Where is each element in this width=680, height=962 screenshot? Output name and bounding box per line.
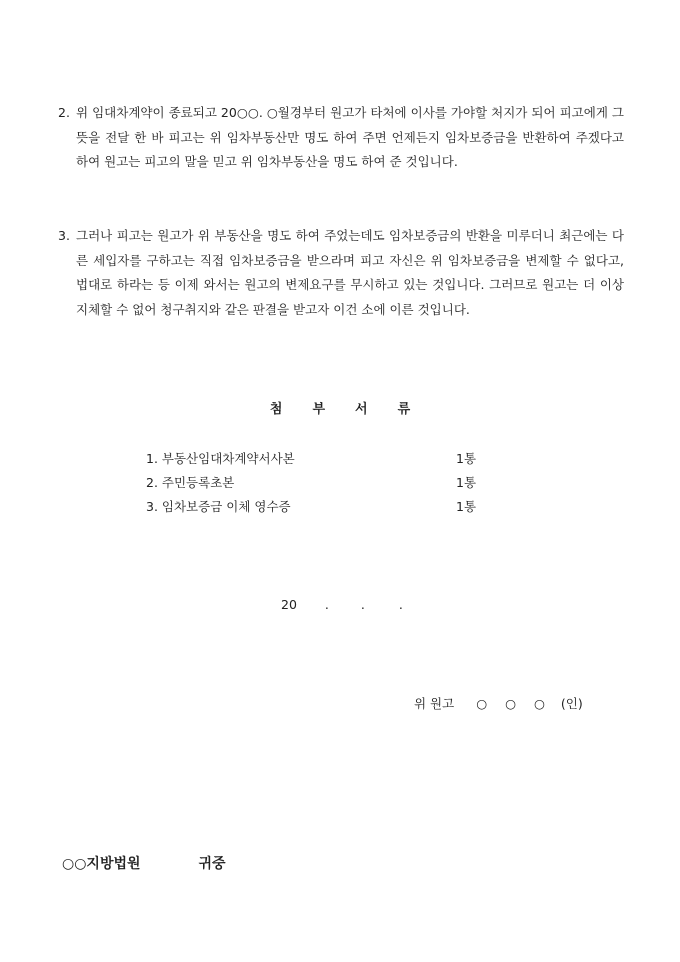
attachment-name: 1. 부동산임대차계약서사본 — [146, 451, 295, 466]
paragraph-3 — [58, 224, 624, 322]
signature-name-placeholder: ○ ○ ○ — [476, 696, 545, 711]
signature-label: 위 원고 — [414, 696, 455, 711]
paragraph-text: 위 임대차계약이 종료되고 20○○. ○월경부터 원고가 타처에 이사를 가야할 처지가 되어 피고에게 그 뜻을 전달 한 바 피고는 위 임차부동산만 명도 하여 주면 언제든지 임차보증금을 반환하여 주겠다고 하여 원고는 피고의 말을 믿고 위 임차부동산을 명도 하여 준 것입니다. — [76, 105, 624, 169]
attachment-count: 1통 — [456, 451, 477, 466]
date-year: 20 — [281, 597, 297, 612]
attachment-name: 2. 주민등록초본 — [146, 475, 235, 490]
paragraph-number: 2. — [58, 105, 70, 120]
heading-char: 첨 — [269, 402, 283, 417]
court-name: ○○지방법원 — [62, 856, 141, 872]
attachments-heading — [0, 398, 680, 417]
attachment-count: 1통 — [456, 475, 477, 490]
date-separator: . — [324, 597, 329, 612]
document-date — [281, 597, 403, 612]
heading-char: 부 — [312, 402, 325, 417]
date-separator: . — [360, 597, 365, 612]
attachment-count: 1통 — [456, 499, 477, 514]
paragraph-2 — [58, 101, 624, 175]
date-separator: . — [398, 597, 403, 612]
heading-char: 서 — [355, 402, 368, 417]
signature-seal: (인) — [560, 696, 583, 711]
paragraph-number: 3. — [58, 228, 70, 243]
attachment-name: 3. 임차보증금 이체 영수증 — [146, 499, 291, 514]
heading-char: 류 — [397, 402, 411, 417]
plaintiff-signature — [414, 694, 583, 712]
court-suffix: 귀중 — [198, 856, 226, 872]
court-addressee — [62, 853, 226, 873]
paragraph-text: 그러나 피고는 원고가 위 부동산을 명도 하여 주었는데도 임차보증금의 반환을 미루더니 최근에는 다른 세입자를 구하고는 직접 임차보증금을 받으라며 피고 자신은 위 임차보증금을 변제할 수 없다고, 법대로 하라는 등 이제 와서는 원고의 변제요구를 무시하고 있는 것입니다. 그러므로 원고는 더 이상 지체할 수 없어 청구취지와 같은 판결을 받고자 이건 소에 이른 것입니다. — [76, 228, 624, 317]
